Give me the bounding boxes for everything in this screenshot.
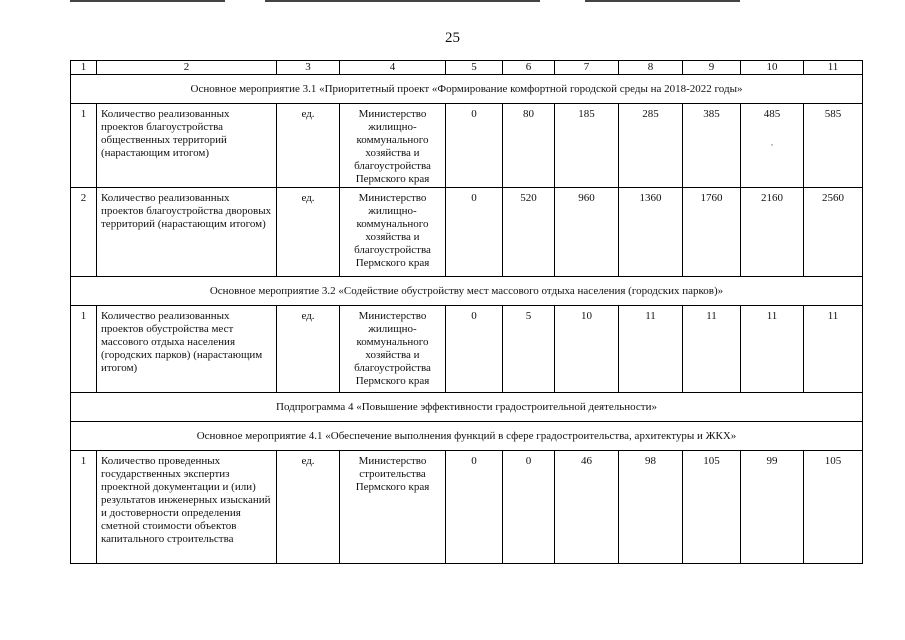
value-text: 1760 bbox=[700, 192, 723, 204]
section-row bbox=[71, 75, 863, 104]
value-cell bbox=[619, 188, 683, 277]
value-text: 11 bbox=[645, 310, 656, 322]
value-text: 11 bbox=[706, 310, 717, 322]
indicator-name: Количество реализованных проектов благоустройства дворовых территорий (нарастающим итогом) bbox=[97, 188, 277, 277]
value-cell bbox=[804, 306, 863, 393]
unit-cell: ед. bbox=[277, 306, 340, 393]
value-cell bbox=[503, 188, 555, 277]
table-row bbox=[71, 306, 863, 393]
header-cell: 5 bbox=[446, 61, 503, 75]
value-text: 0 bbox=[525, 455, 532, 467]
value-text: 285 bbox=[642, 108, 659, 120]
value-text: 0 bbox=[471, 108, 477, 120]
value-cell bbox=[741, 451, 804, 564]
value-text: 0 bbox=[471, 455, 477, 467]
cell-mark: · bbox=[770, 140, 774, 150]
value-text: 11 bbox=[827, 310, 839, 322]
row-number: 1 bbox=[71, 451, 97, 564]
header-cell: 11 bbox=[804, 61, 863, 75]
value-text: 485 bbox=[763, 108, 781, 120]
value-cell bbox=[741, 188, 804, 277]
table-body bbox=[71, 61, 863, 564]
value-text: 585 bbox=[824, 108, 842, 120]
value-text: 0 bbox=[471, 310, 477, 322]
responsible-body: Министерство жилищно-коммунального хозяйства и благоустройства Пермского края bbox=[340, 188, 446, 277]
top-rule-right bbox=[585, 0, 740, 2]
value-cell bbox=[446, 306, 503, 393]
table-row bbox=[71, 104, 863, 188]
header-cell: 2 bbox=[97, 61, 277, 75]
indicator-name: Количество реализованных проектов обустройства мест массового отдыха населения (городских парков) (нарастающим итогом) bbox=[97, 306, 277, 393]
row-number: 1 bbox=[71, 306, 97, 393]
section-row bbox=[71, 277, 863, 306]
table-row bbox=[71, 188, 863, 277]
value-text: 10 bbox=[581, 310, 592, 322]
value-text: 520 bbox=[520, 192, 537, 204]
section-title: Основное мероприятие 3.2 «Содействие обустройству мест массового отдыха населения (городских парков)» bbox=[71, 277, 863, 306]
indicator-name: Количество реализованных проектов благоустройства общественных территорий (нарастающим итогом) bbox=[97, 104, 277, 188]
value-cell bbox=[741, 104, 804, 188]
responsible-body: Министерство жилищно-коммунального хозяйства и благоустройства Пермского края bbox=[340, 306, 446, 393]
value-cell bbox=[503, 104, 555, 188]
unit-cell: ед. bbox=[277, 104, 340, 188]
table-row bbox=[71, 451, 863, 564]
section-row bbox=[71, 393, 863, 422]
row-number: 1 bbox=[71, 104, 97, 188]
value-text: 105 bbox=[824, 455, 842, 467]
section-row bbox=[71, 422, 863, 451]
value-text: 80 bbox=[523, 108, 534, 120]
value-cell bbox=[446, 451, 503, 564]
value-text: 5 bbox=[525, 310, 532, 322]
value-text: 46 bbox=[581, 455, 592, 467]
header-cell: 7 bbox=[555, 61, 619, 75]
value-cell bbox=[503, 451, 555, 564]
value-cell bbox=[683, 104, 741, 188]
header-row bbox=[71, 61, 863, 75]
section-title: Основное мероприятие 3.1 «Приоритетный проект «Формирование комфортной городской среды на 2018-2022 годы» bbox=[71, 75, 863, 104]
value-text: 185 bbox=[578, 108, 595, 120]
header-cell: 4 bbox=[340, 61, 446, 75]
value-text: 0 bbox=[471, 192, 477, 204]
value-cell bbox=[503, 306, 555, 393]
section-title: Подпрограмма 4 «Повышение эффективности градостроительной деятельности» bbox=[71, 393, 863, 422]
value-cell bbox=[619, 104, 683, 188]
header-cell: 3 bbox=[277, 61, 340, 75]
value-cell bbox=[555, 451, 619, 564]
responsible-body: Министерство жилищно-коммунального хозяйства и благоустройства Пермского края bbox=[340, 104, 446, 188]
section-title: Основное мероприятие 4.1 «Обеспечение выполнения функций в сфере градостроительства, архитектуры и ЖКХ» bbox=[71, 422, 863, 451]
value-cell bbox=[619, 306, 683, 393]
value-text: 2560 bbox=[822, 192, 844, 204]
value-cell bbox=[555, 188, 619, 277]
row-number: 2 bbox=[71, 188, 97, 277]
value-text: 2160 bbox=[761, 192, 783, 204]
value-cell bbox=[683, 188, 741, 277]
indicator-name: Количество проведенных государственных экспертиз проектной документации и (или) результатов инженерных изысканий и достоверности определения сметной стоимости объектов капитального строительства bbox=[97, 451, 277, 564]
value-cell bbox=[555, 306, 619, 393]
header-cell: 6 bbox=[503, 61, 555, 75]
value-text: 98 bbox=[645, 455, 656, 467]
value-cell bbox=[446, 104, 503, 188]
value-cell bbox=[683, 451, 741, 564]
top-rule-middle bbox=[265, 0, 540, 2]
value-text: 105 bbox=[703, 455, 720, 467]
value-cell bbox=[555, 104, 619, 188]
unit-cell: ед. bbox=[277, 451, 340, 564]
responsible-body: Министерство строительства Пермского края bbox=[340, 451, 446, 564]
value-cell bbox=[804, 104, 863, 188]
value-cell bbox=[446, 188, 503, 277]
indicators-table bbox=[70, 60, 863, 564]
unit-cell: ед. bbox=[277, 188, 340, 277]
page-number: 25 bbox=[445, 30, 460, 46]
value-cell bbox=[619, 451, 683, 564]
value-cell bbox=[804, 451, 863, 564]
header-cell: 8 bbox=[619, 61, 683, 75]
value-cell bbox=[804, 188, 863, 277]
header-cell: 10 bbox=[741, 61, 804, 75]
value-cell bbox=[683, 306, 741, 393]
top-rule-left bbox=[70, 0, 225, 2]
header-cell: 1 bbox=[71, 61, 97, 75]
value-text: 960 bbox=[578, 192, 595, 204]
value-text: 11 bbox=[766, 310, 778, 322]
value-text: 99 bbox=[766, 455, 778, 467]
value-text: 385 bbox=[703, 108, 720, 120]
value-text: 1360 bbox=[639, 192, 662, 204]
header-cell: 9 bbox=[683, 61, 741, 75]
value-cell bbox=[741, 306, 804, 393]
